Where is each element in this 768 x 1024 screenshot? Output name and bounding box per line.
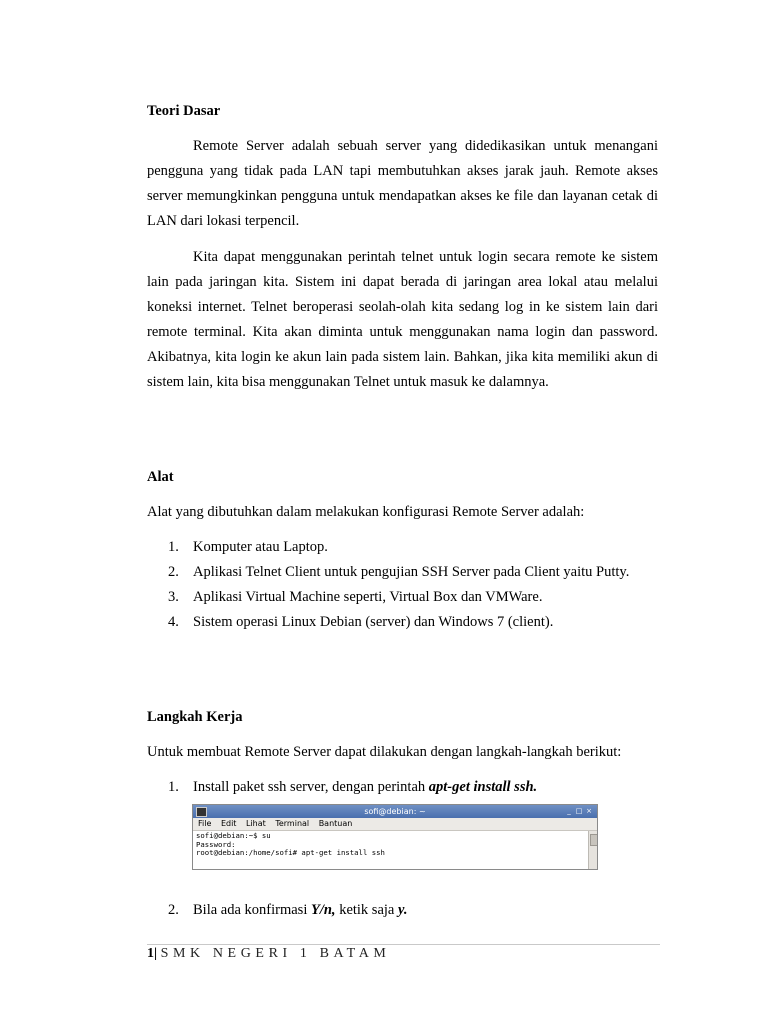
heading-alat: Alat xyxy=(147,469,174,485)
list-item: 1. Install paket ssh server, dengan perintah apt-get install ssh. xyxy=(168,779,538,795)
list-item: 2. Aplikasi Telnet Client untuk pengujian SSH Server pada Client yaitu Putty. xyxy=(168,564,630,580)
minimize-icon: _ xyxy=(567,807,571,815)
menu-bantuan: Bantuan xyxy=(318,819,353,828)
close-icon: × xyxy=(586,807,592,815)
footer-separator: | xyxy=(154,946,158,961)
list-item: 1. Komputer atau Laptop. xyxy=(168,539,328,555)
heading-teori-dasar: Teori Dasar xyxy=(147,103,221,119)
list-item: 3. Aplikasi Virtual Machine seperti, Virtual Box dan VMWare. xyxy=(168,589,543,605)
terminal-screenshot xyxy=(192,804,598,870)
list-item: 2. Bila ada konfirmasi Y/n, ketik saja y. xyxy=(168,902,408,918)
menu-lihat: Lihat xyxy=(245,819,266,828)
menu-terminal: Terminal xyxy=(275,819,310,828)
paragraph-alat-intro: Alat yang dibutuhkan dalam melakukan konfigurasi Remote Server adalah: xyxy=(147,504,585,520)
langkah-list-2 xyxy=(147,898,658,923)
alat-list xyxy=(147,535,658,635)
page-footer xyxy=(147,946,390,962)
paragraph-teori-2: Kita dapat menggunakan perintah telnet untuk login secara remote ke sistem lain pada jaringan kita. Sistem ini dapat berada di jaringan area lokal atau melalui koneksi internet. Telnet beroperasi seolah-olah kita sedang log in ke sistem lain dari remote terminal. Kita akan diminta untuk menggunakan nama login dan password. Akibatnya, kita login ke akun lain pada sistem lain. Bahkan, jika kita memiliki akun di sistem lain, kita bisa menggunakan Telnet untuk masuk ke dalamnya. xyxy=(147,249,658,390)
maximize-icon: □ xyxy=(575,807,583,815)
langkah-list-1 xyxy=(147,775,658,800)
footer-school: SMK NEGERI 1 BATAM xyxy=(160,946,391,961)
terminal-output: sofi@debian:~$ su Password: root@debian:/home/sofi# apt-get install ssh xyxy=(196,831,385,857)
menu-edit: Edit xyxy=(220,819,237,828)
paragraph-teori-1: Remote Server adalah sebuah server yang didedikasikan untuk menangani pengguna yang tidak pada LAN tapi membutuhkan akses jarak jauh. Remote akses server memungkinkan pengguna untuk mendapatkan akses ke file dan layanan cetak di LAN dari lokasi terpencil. xyxy=(147,138,658,229)
paragraph-langkah-intro: Untuk membuat Remote Server dapat dilakukan dengan langkah-langkah berikut: xyxy=(147,744,622,760)
footer-divider xyxy=(147,944,660,945)
menu-file: File xyxy=(198,819,212,828)
page-number: 1 xyxy=(147,946,154,961)
list-item: 4. Sistem operasi Linux Debian (server) dan Windows 7 (client). xyxy=(168,614,554,630)
heading-langkah-kerja: Langkah Kerja xyxy=(147,709,243,725)
terminal-scrollbar xyxy=(588,831,597,869)
terminal-titlebar: sofi@debian: ~ _ □ × xyxy=(193,805,597,818)
terminal-menubar xyxy=(193,818,597,831)
terminal-icon xyxy=(196,807,207,817)
